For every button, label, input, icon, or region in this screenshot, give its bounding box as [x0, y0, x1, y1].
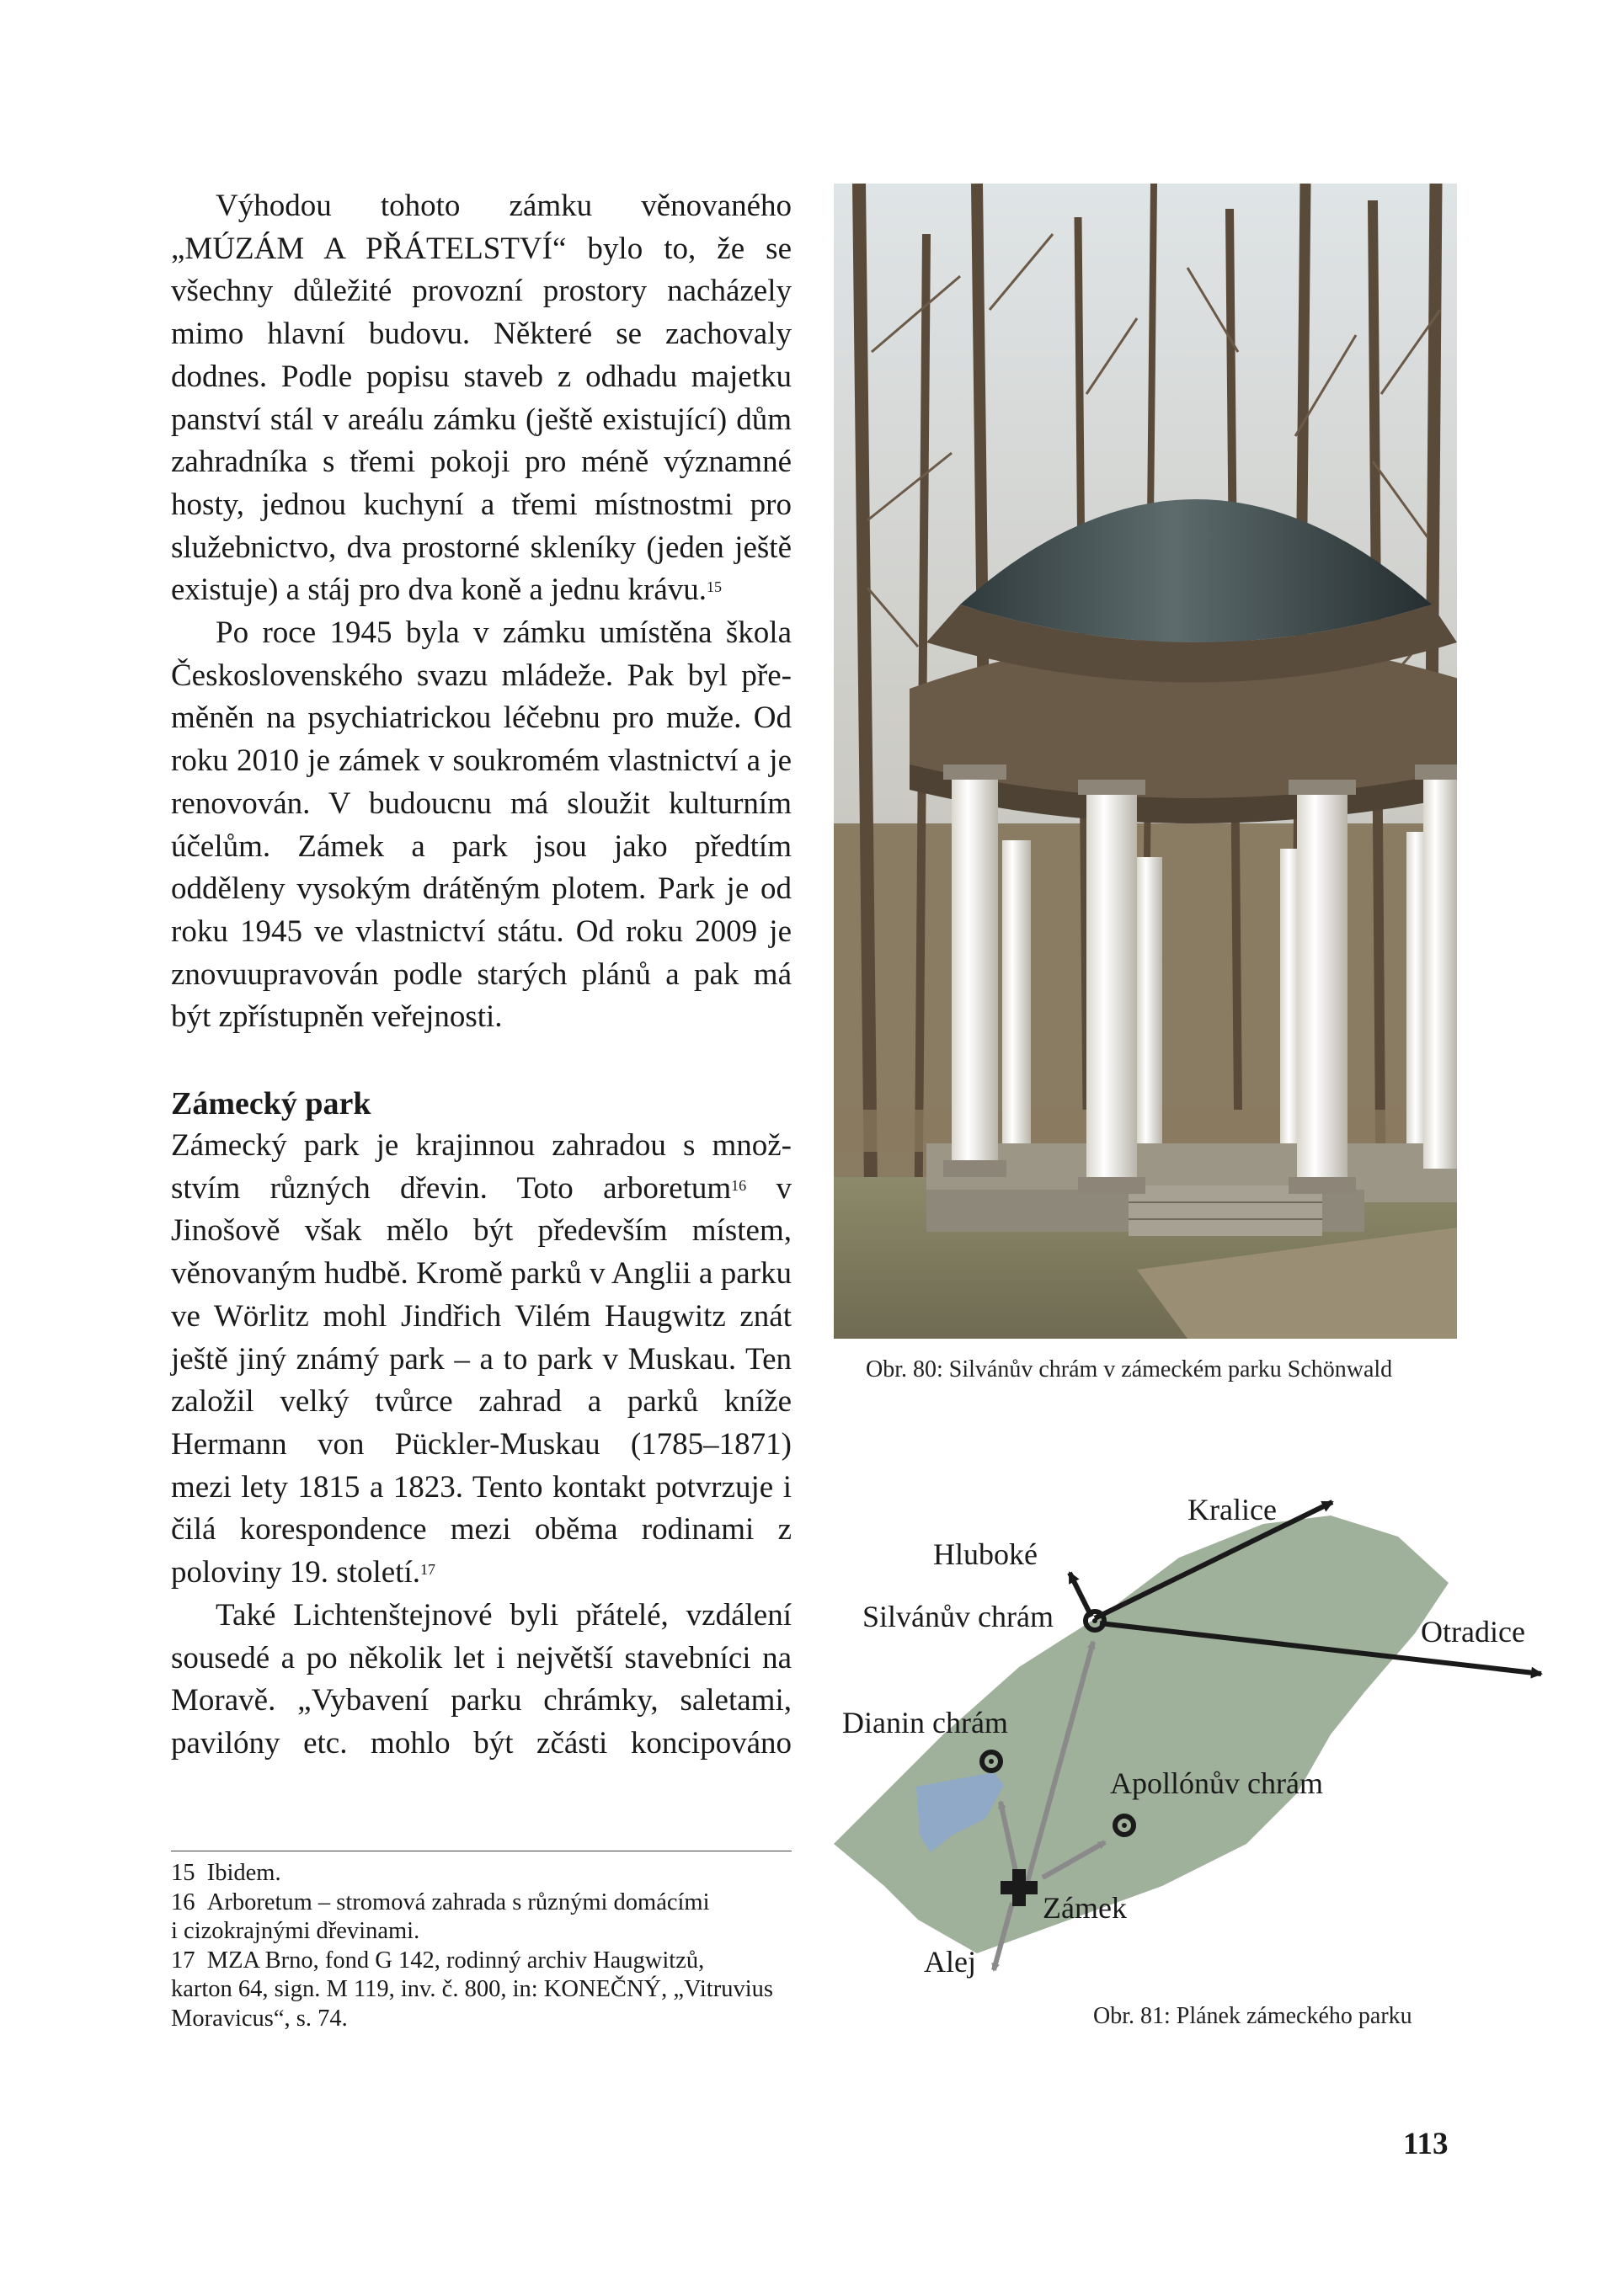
- label-hluboke: Hluboké: [933, 1537, 1038, 1571]
- main-text-column: [171, 185, 792, 1766]
- label-silvanuv: Silvánův chrám: [862, 1600, 1054, 1633]
- footnote-15: 15 Ibidem.: [171, 1860, 281, 1886]
- footnote-ref-16: 16: [731, 1176, 747, 1194]
- label-dianin: Dianin chrám: [842, 1706, 1008, 1739]
- label-zamek: Zámek: [1043, 1891, 1127, 1925]
- column-front-4: [1423, 773, 1457, 1169]
- paragraph-park: Zámecký park je krajinnou zahradou s množstvím různých dřevin. Toto arboretum$^{16}$ v Jinošově však mělo být především místem, věnovaným hudbě. Kromě parků v Anglii a parku ve Wörlitz mohl Jindřich Vilém Haugwitz znát ještě jiný známý park – a to park v Muskau. Ten založil velký tvůrce zahrad a parků kníže Hermann von Pückler-Muskau (1785–1871) mezi lety 1815 a 1823. Tento kontakt potvrzuje i čilá korespondence mezi oběma rodinami z poloviny 19. století.$^{17}$: [171, 1128, 792, 1590]
- footnote-17: 17 MZA Brno, fond G 142, rodinný archiv Haugwitzů,: [171, 1947, 705, 1974]
- column-back-2: [1137, 857, 1162, 1143]
- footnote-16: 16 Arboretum – stromová zahrada s různými domácími: [171, 1888, 710, 1915]
- column-front-1: [952, 773, 998, 1169]
- figure-80-caption: Obr. 80: Silvánův chrám v zámeckém parku Schönwald: [866, 1356, 1393, 1382]
- column-front-2: [1086, 790, 1137, 1185]
- footnote-ref-15: 15: [707, 578, 722, 596]
- footnote-17-cont: karton 64, sign. M 119, inv. č. 800, in: KONEČNÝ, „Vitruvius Moravicus“, s. 74.: [171, 1976, 773, 2032]
- footnotes: [171, 1859, 792, 2033]
- park-map: [825, 1482, 1566, 2004]
- section-heading: Zámecký park: [171, 1086, 371, 1122]
- label-apollonuv: Apollónův chrám: [1110, 1766, 1323, 1800]
- path-silvanuv-hluboke: [1070, 1573, 1091, 1617]
- photo-silvan-temple: [834, 184, 1457, 1339]
- figure-81-caption: Obr. 81: Plánek zámeckého parku: [1093, 2003, 1412, 2029]
- paragraph-intro: Výhodou tohoto zámku věnovaného „MÚZÁM A PŘÁTELSTVÍ“ bylo to, že se všechny důležité provozní prostory nacházely mimo hlavní budovu. Některé se zachovaly dodnes. Podle popisu staveb z odhadu majetku panství stál v areálu zámku (ještě existující) dům zahradníka s třemi pokoji pro méně významné hosty, jednou kuchyní a třemi místnostmi pro služebnictvo, dva prostorné skleníky (jeden ještě existuje) a stáj pro dva koně a jednu krávu.$^{15}$: [171, 189, 792, 608]
- label-alej: Alej: [924, 1945, 976, 1979]
- footnote-ref-17: 17: [420, 1561, 435, 1579]
- page-number: 113: [1403, 2127, 1449, 2161]
- label-kralice: Kralice: [1187, 1493, 1277, 1526]
- column-back-1: [1002, 840, 1031, 1143]
- paragraph-history: Po roce 1945 byla v zámku umístěna škola Československého svazu mládeže. Pak byl přeměněn na psychiatrickou léčebnu pro muže. Od roku 2010 je zámek v soukromém vlastnictví a je renovován. V budoucnu má sloužit kulturním účelům. Zámek a park jsou jako předtím odděleny vysokým drátěným plotem. Park je od roku 1945 ve vlastnictví státu. Od roku 2009 je znovuupravován podle starých plánů a pak má být zpřístupněn veřejnosti.: [171, 615, 792, 1035]
- column-front-3: [1297, 790, 1348, 1185]
- paragraph-liechtenstein: Také Lichtenštejnové byli přátelé, vzdálení sousedé a po několik let i největší stavebníci na Moravě. „Vybavení parku chrámky, saletami, pavilóny etc. mohlo být zčásti koncipováno: [171, 1597, 792, 1761]
- label-otradice: Otradice: [1421, 1615, 1525, 1649]
- footnote-16-cont: i cizokrajnými dřevinami.: [171, 1918, 420, 1944]
